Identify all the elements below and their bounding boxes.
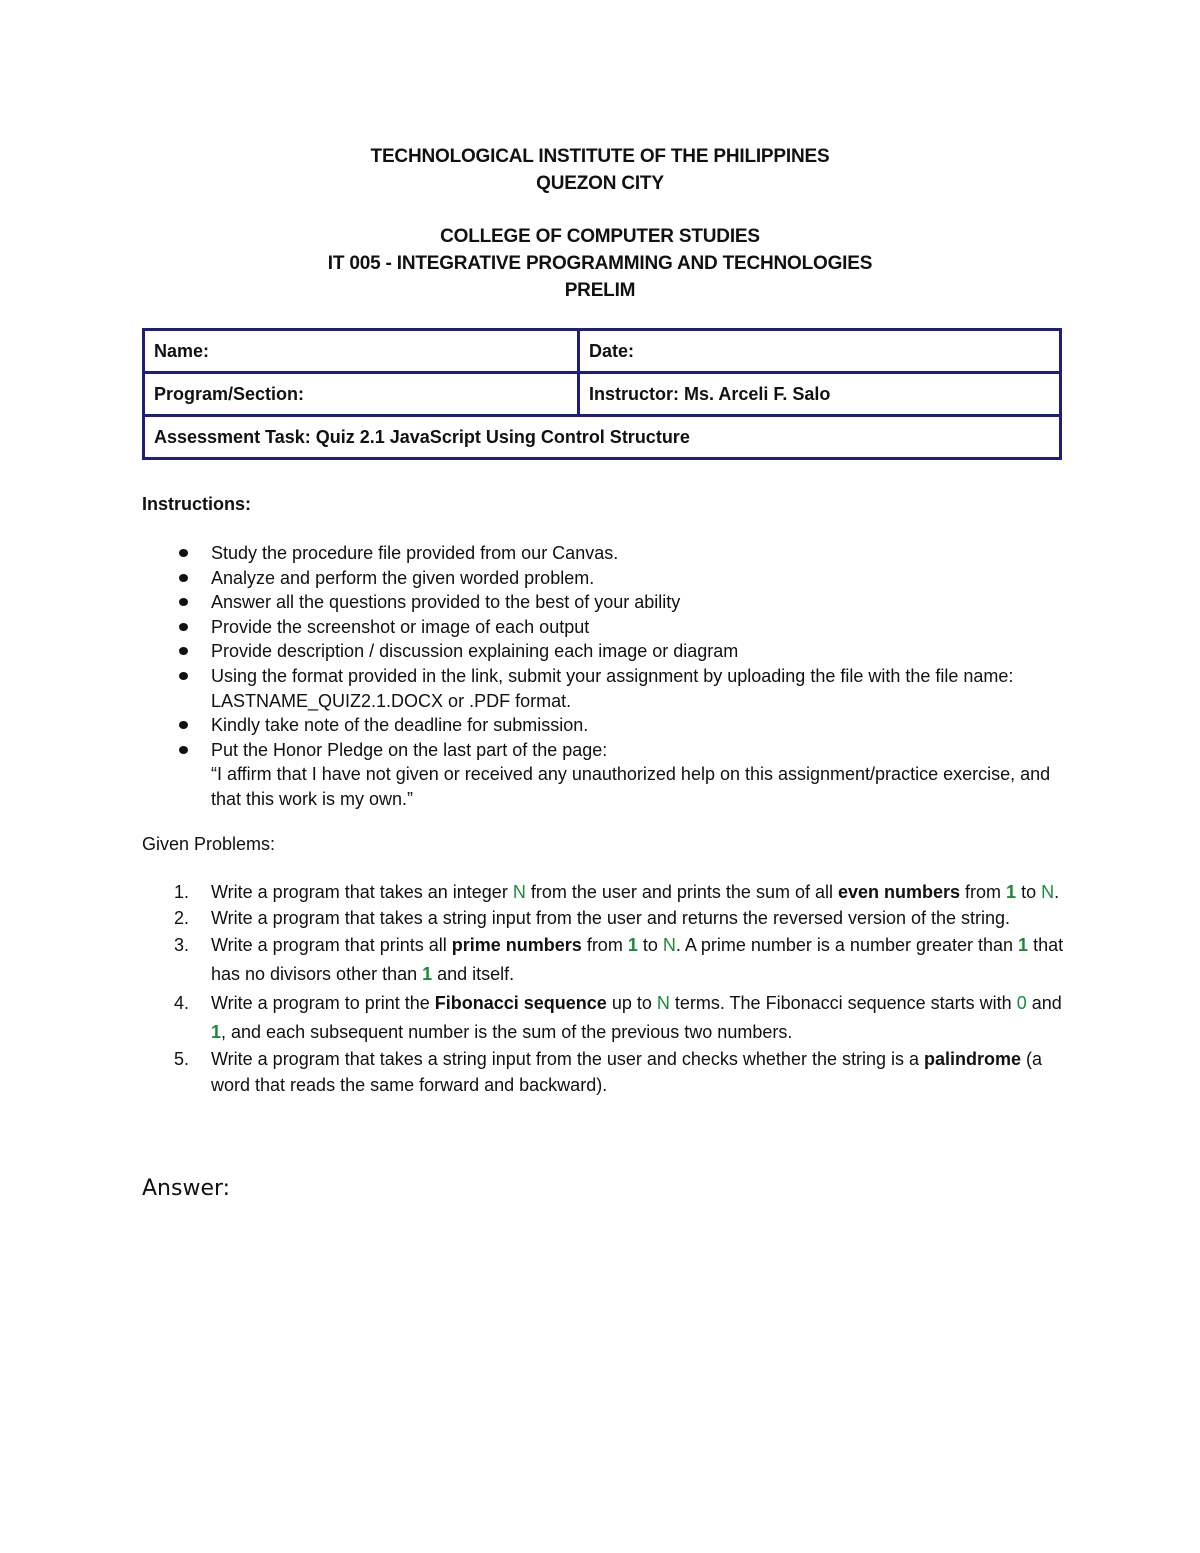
instructor-cell: Instructor: Ms. Arceli F. Salo [579, 373, 1061, 416]
list-item-text: Put the Honor Pledge on the last part of the page: [211, 739, 608, 760]
student-info-table [142, 328, 1062, 460]
problem-item-4: 4. Write a program to print the Fibonacci sequence up to N terms. The Fibonacci sequence starts with 0 and 1, and each subsequent number is the sum of the previous two numbers. [142, 989, 1067, 1047]
list-item [142, 615, 1062, 640]
name-cell: Name: [144, 330, 579, 373]
document-header-course [0, 223, 1200, 304]
college-name: COLLEGE OF COMPUTER STUDIES [440, 226, 760, 247]
list-item-text: Using the format provided in the link, submit your assignment by uploading the file with the file name: LASTNAME_QUIZ2.1.DOCX or .PDF format. [211, 665, 1014, 711]
problem-item-1: 1. Write a program that takes an integer N from the user and prints the sum of all even numbers from 1 to N. [142, 880, 1067, 906]
list-item-text: Provide description / discussion explaining each image or diagram [211, 641, 739, 662]
bullet-icon [179, 721, 188, 729]
bullet-icon [179, 598, 188, 606]
date-cell: Date: [579, 330, 1061, 373]
list-item [142, 713, 1062, 738]
institution-city: QUEZON CITY [536, 173, 664, 194]
problem-number: 5. [174, 1049, 190, 1069]
table-row [144, 330, 1061, 373]
instructions-list [142, 541, 1062, 812]
institution-name: TECHNOLOGICAL INSTITUTE OF THE PHILIPPINES [370, 146, 830, 167]
list-item [142, 590, 1062, 615]
problem-number: 3. [174, 935, 190, 955]
list-item [142, 541, 1062, 566]
list-item [142, 664, 1062, 713]
bullet-icon [179, 647, 188, 655]
program-section-cell: Program/Section: [144, 373, 579, 416]
bullet-icon [179, 549, 188, 557]
bullet-icon [179, 672, 188, 680]
answer-heading: Answer: [142, 1176, 231, 1201]
list-item [142, 639, 1062, 664]
given-problems-heading: Given Problems: [142, 834, 276, 854]
problems-list [142, 880, 1067, 1098]
bullet-icon [179, 746, 188, 754]
term-label: PRELIM [564, 280, 636, 301]
list-item [142, 738, 1062, 812]
list-item-text: Analyze and perform the given worded problem. [211, 567, 595, 588]
instructions-heading: Instructions: [142, 494, 252, 514]
list-item [142, 566, 1062, 591]
list-item-text: Answer all the questions provided to the best of your ability [211, 592, 681, 613]
problem-number: 4. [174, 993, 190, 1013]
bullet-icon [179, 574, 188, 582]
bullet-icon [179, 623, 188, 631]
table-row [144, 373, 1061, 416]
problem-item-3: 3. Write a program that prints all prime numbers from 1 to N. A prime number is a number greater than 1 that has no divisors other than 1 and itself. [142, 931, 1067, 989]
list-item-text: Kindly take note of the deadline for submission. [211, 715, 589, 736]
problem-item-5: 5. Write a program that takes a string input from the user and checks whether the string is a palindrome (a word that reads the same forward and backward). [174, 1049, 1043, 1095]
honor-pledge-text: “I affirm that I have not given or received any unauthorized help on this assignment/practice exercise, and that this work is my own.” [211, 764, 1051, 809]
list-item-text: Provide the screenshot or image of each output [211, 616, 590, 637]
document-header-institution [0, 143, 1200, 197]
table-row [144, 416, 1061, 459]
course-title: IT 005 - INTEGRATIVE PROGRAMMING AND TECHNOLOGIES [327, 253, 873, 274]
assessment-task-cell: Assessment Task: Quiz 2.1 JavaScript Using Control Structure [144, 416, 1061, 459]
problem-number: 2. [174, 907, 190, 928]
problem-number: 1. [174, 882, 190, 902]
list-item-text: Study the procedure file provided from our Canvas. [211, 543, 619, 563]
problem-item-2: 2. Write a program that takes a string input from the user and returns the reversed version of the string. [142, 906, 1067, 932]
